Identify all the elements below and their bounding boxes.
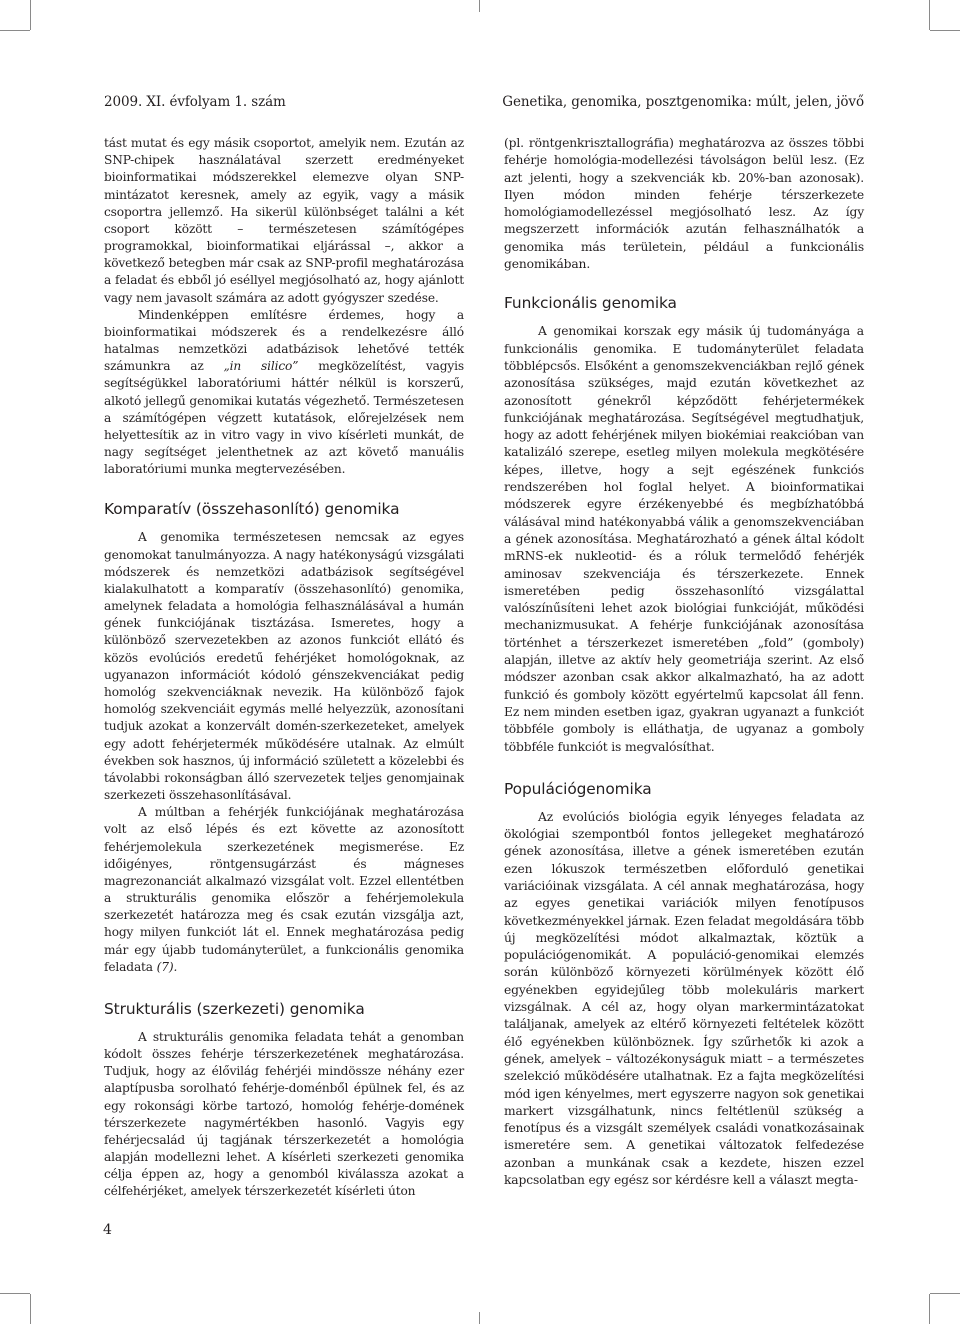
paragraph: tást mutat és egy másik csoportot, amelyik nem. Ezután az SNP-chipek használatával szerzett eredményeket bioinformatikai módszerekkel elemezve olyan SNP-mintázatot keresnek, amely az egyik, vagy a másik csoportra jellemző. Ha sikerül különbséget találni a két csoport között – természetesen számítógépes programokkal, bioinformatikai eljárással –, akkor a következő betegben már csak az SNP-profil meghatározása a feladat és ebből jó eséllyel megjósolható az, hogy ajánlott vagy nem javasolt számára az adott gyógyszer szedése. (104, 136, 464, 305)
section-heading: Strukturális (szerkezeti) genomika (104, 999, 365, 1018)
paragraph: Az evolúciós biológia egyik lényeges feladata az ökológiai szempontból fontos jellegeket meghatározó gének azonosítása, illetve a gének ismeretében ezután ezen lókuszok természetben előforduló genetikai variációinak vizsgálata. A cél annak meghatározása, hogy az egyes genetikai variációk milyen fenotípusos következményekkel járnak. Ezen feladat megoldására több új megközelítési módot alkalmaztak, köztük a populációgenomikát. A populáció-genomikai elemzés során különböző környezeti körülmények között élő egyénekben egyidejűleg több molekuláris markert vizsgálnak. A cél az, hogy olyan markermintázatokat találjanak, amelyek az eltérő környezeti feltételek között élő egyénekben különböznek. Így szűrhetők ki azok a gének, amelyek – változékonyságuk miatt – a természetes szelekció működésére utalhatnak. Ez a fajta megközelítési mód igen kényelmes, mert egyszerre nagyon sok genetikai markert vizsgálhatunk, nincs feltétlenül szükség a fenotípus és a vizsgált személyek családi vonatkozásainak ismeretére sem. A genetikai változatok felfedezése azonban a munkának csak a kezdete, hiszen ezzel kapcsolatban egy egész sor kérdésre kell a választ megta- (504, 809, 864, 1188)
running-header (104, 94, 864, 118)
crop-mark (479, 1312, 480, 1324)
paragraph: A strukturális genomika feladata tehát a genomban kódolt összes fehérje térszerkezetének meghatározása. Tudjuk, hogy az élővilág fehérjéi mindössze néhány ezer alaptípusba sorolható fehérje-doménből épülnek fel, és az egy rokonsági körbe tartozó, homológ fehérje-domének térszerkezete nagymértékben hasonló. Vagyis egy fehérjecsalád új tagjának térszerkezetét a homológia alapján modellezni lehet. A kísérleti szerkezeti genomika célja éppen az, hogy a genomból kiválassza azokat a célfehérjéket, amelyek térszerkezetét kísérleti úton (104, 1029, 464, 1199)
crop-mark (479, 0, 480, 12)
section-heading: Funkcionális genomika (504, 294, 677, 313)
paragraph: A genomika természetesen nemcsak az egyes genomokat tanulmányozza. A nagy hatékonyságú vizsgálati módszerek és nemzetközi adatbázisok segítségével kialakulhatott a komparatív (összehasonlító) genomika, amelynek feladata a homológia felhasználásával a humán gének funkciójának tisztázása. Ismeretes, hogy a különböző szervezetekben az azonos funkciót ellátó és közös evolúciós eredetű fehérjéket homológoknak, az ugyanazon információt kódoló génszekvenciákat pedig homológ szekvenciáknak nevezik. Ha különböző fajok homológ szekvenciáit egymás mellé helyezzük, azonosítani tudjuk azokat a konzervált domén-szerkezeteket, amelyek egy adott fehérjetermék működésére utalnak. Az elmúlt években sok hasznos, új információ született a közelebbi és távolabbi rokonságban álló szervezetek teljes genomjainak szerkezeti összehasonlításával. (104, 530, 464, 803)
crop-mark (30, 0, 31, 30)
crop-mark (30, 1294, 31, 1324)
left-column (104, 135, 464, 1201)
crop-mark (929, 0, 930, 30)
crop-mark (929, 1294, 930, 1324)
page-number: 4 (103, 1222, 112, 1238)
section-heading: Komparatív (összehasonlító) genomika (104, 500, 400, 519)
right-column (504, 135, 864, 1189)
crop-mark (930, 1293, 960, 1294)
paragraph: (pl. röntgenkrisztallográfia) meghatározva az összes többi fehérje homológia-modellezési távolságon belül lesz. (Ez azt jelenti, hogy a szekvenciák kb. 20%-ban azonosak). Ilyen módon minden fehérje térszerkezete homológiamodellezéssel megjósolható lesz. Az így megszerzett információk azután felhasználhatók a genomika más területein, például a funkcionális genomikában. (504, 136, 864, 272)
reference: (7). (156, 959, 178, 974)
section-heading: Populációgenomika (504, 779, 652, 798)
paragraph: A múltban a fehérjék funkciójának meghatározása volt az első lépés és ezt követte az azonosított fehérjemolekula szerkezetének megismerése. Ez időigényes, röntgensugárzást és mágneses magrezonanciát alkalmazó vizsgálat volt. Ezzel ellentétben a strukturális genomika először a fehérjemolekula szerkezetét határozza meg és csak ezután vizsgálja azt, hogy milyen funkciót lát el. Ennek meghatározása pedig már egy újabb tudományterület, a funkcionális genomika feladata (7). (104, 805, 464, 974)
header-title: Genetika, genomika, posztgenomika: múlt, jelen, jövő (502, 94, 864, 110)
crop-mark (0, 30, 30, 31)
crop-mark (0, 1293, 30, 1294)
crop-mark (930, 30, 960, 31)
paragraph: A genomikai korszak egy másik új tudományága a funkcionális genomika. E tudományterület feladata többlépcsős. Elsőként a genomszekvenciákban rejlő gének azonosítása szükséges, majd ezután következhet az azonosított génekről képződött fehérjetermékek funkciójának meghatározása. Segítségével megtudhatjuk, hogy az adott fehérjének milyen biokémiai reakcióban van katalizáló szerepe, esetleg milyen molekula megkötésére képes, illetve, hogy a sejt egészének funkciós rendszerében hol foglal helyet. A bioinformatikai módszerek egyre érzékenyebbé és megbízhatóbbá válásával mind hatékonyabbá válik a genomszekvenciában a gének azonosítása. Meghatározható a gének által kódolt mRNS-ek nukleotid- és a róluk termelődő fehérjék aminosav szekvenciája és térszerkezete. Ennek ismeretében pedig összehasonlító vizsgálattal valószínűsíteni lehet azok biológiai funkcióját, működési mechanizmusukat. A fehérje funkciójának azonosítása történhet a térszerkezet ismeretében „fold” (gomboly) alapján, illetve az aktív hely geometriája szerint. Az első módszer azonban csak akkor alkalmazható, ha az adott funkció és gomboly között egyértelmű kapcsolat áll fenn. Ez nem minden esetben igaz, gyakran ugyanazt a funkciót többféle gomboly is elláthatja, de ugyanaz a gomboly többféle funkciót is megvalósíthat. (504, 324, 864, 754)
italic-term: „in silico” (223, 359, 299, 374)
header-issue: 2009. XI. évfolyam 1. szám (104, 94, 286, 110)
paragraph: Mindenképpen említésre érdemes, hogy a bioinformatikai módszerek és a rendelkezésre álló hatalmas nemzetközi adatbázisok lehetővé tették számunkra az „in silico” megközelítést, vagyis segítségükkel laboratóriumi háttér nélkül is korszerű, alkotó jellegű genomikai kutatás végezhető. Természetesen a számítógépen végzett kutatások, előrejelzések nem helyettesítik az in vitro vagy in vivo kísérleti munkát, de nagy segítséget jelenthetnek az azt követő manuális laboratóriumi munka megtervezésében. (104, 307, 464, 477)
